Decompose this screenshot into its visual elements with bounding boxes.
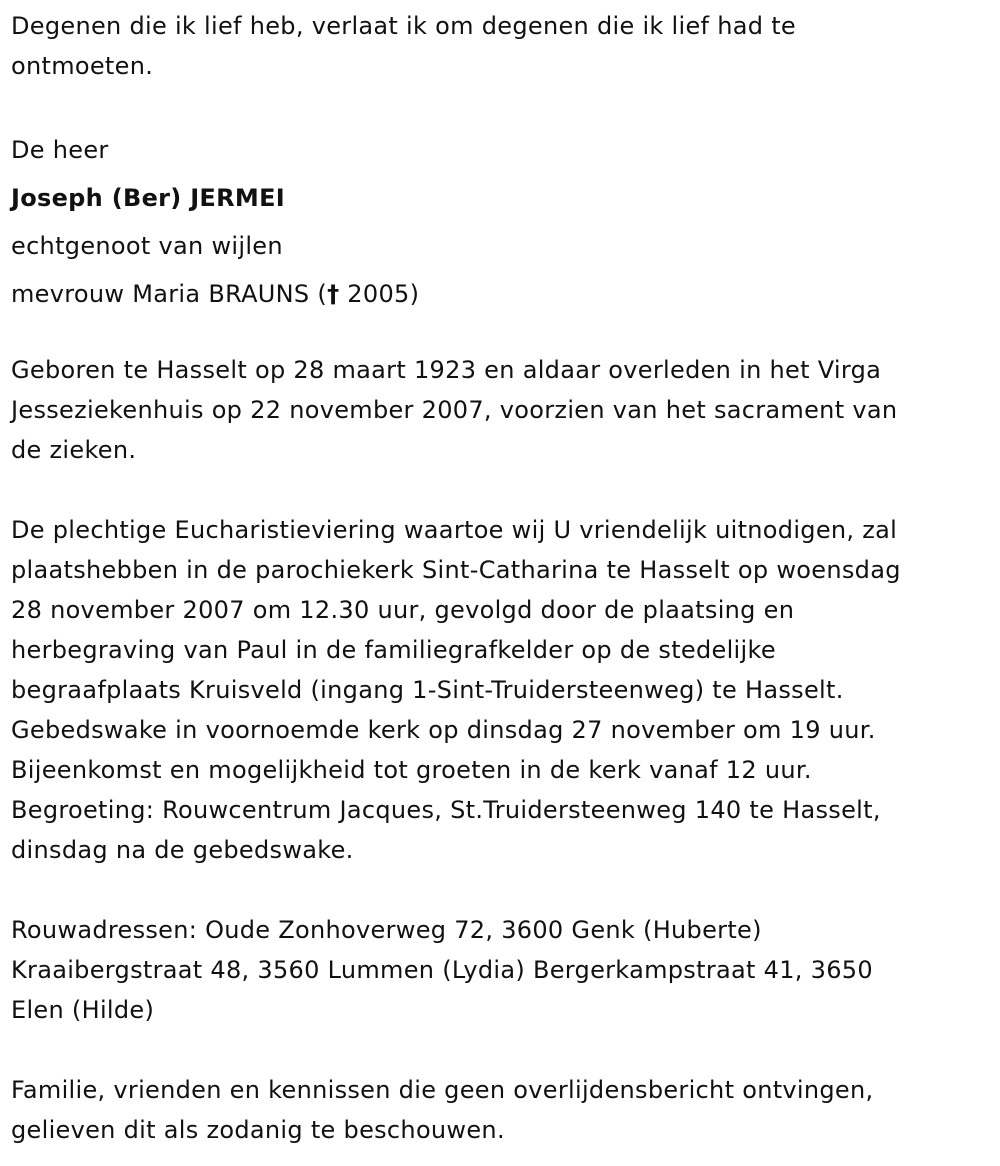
- addresses-paragraph: [11, 910, 873, 1030]
- service-line: herbegraving van Paul in de familiegrafkelder op de stedelijke: [11, 636, 776, 664]
- service-line: begraafplaats Kruisveld (ingang 1-Sint-Truidersteenweg) te Hasselt.: [11, 676, 844, 704]
- birth-death-paragraph: [11, 350, 897, 470]
- motto-line: ontmoeten.: [11, 52, 154, 80]
- spouse-line: [11, 270, 419, 318]
- service-line: 28 november 2007 om 12.30 uur, gevolgd door de plaatsing en: [11, 596, 795, 624]
- cross-icon: †: [327, 280, 340, 308]
- deceased-block: [11, 126, 419, 318]
- motto-paragraph: [11, 6, 796, 86]
- address-line: Rouwadressen: Oude Zonhoverweg 72, 3600 Genk (Huberte): [11, 916, 762, 944]
- motto-line: Degenen die ik lief heb, verlaat ik om degenen die ik lief had te: [11, 12, 796, 40]
- service-line: Gebedswake in voornoemde kerk op dinsdag 27 november om 19 uur.: [11, 716, 876, 744]
- spouse-suffix: 2005): [339, 280, 420, 308]
- born-line: Geboren te Hasselt op 28 maart 1923 en aldaar overleden in het Virga: [11, 356, 882, 384]
- closing-line: gelieven dit als zodanig te beschouwen.: [11, 1116, 505, 1144]
- closing-paragraph: [11, 1070, 873, 1150]
- deceased-name: Joseph (Ber) JERMEI: [11, 184, 286, 212]
- born-line: de zieken.: [11, 436, 137, 464]
- relation-text: echtgenoot van wijlen: [11, 232, 283, 260]
- service-line: plaatshebben in de parochiekerk Sint-Catharina te Hasselt op woensdag: [11, 556, 901, 584]
- closing-line: Familie, vrienden en kennissen die geen overlijdensbericht ontvingen,: [11, 1076, 874, 1104]
- service-paragraph: [11, 510, 901, 870]
- spouse-prefix: mevrouw Maria BRAUNS (: [11, 280, 328, 308]
- salutation: De heer: [11, 136, 109, 164]
- service-line: De plechtige Eucharistieviering waartoe wij U vriendelijk uitnodigen, zal: [11, 516, 898, 544]
- born-line: Jesseziekenhuis op 22 november 2007, voorzien van het sacrament van: [11, 396, 898, 424]
- address-line: Kraaibergstraat 48, 3560 Lummen (Lydia) Bergerkampstraat 41, 3650: [11, 956, 873, 984]
- service-line: dinsdag na de gebedswake.: [11, 836, 354, 864]
- service-line: Begroeting: Rouwcentrum Jacques, St.Truidersteenweg 140 te Hasselt,: [11, 796, 881, 824]
- address-line: Elen (Hilde): [11, 996, 155, 1024]
- service-line: Bijeenkomst en mogelijkheid tot groeten in de kerk vanaf 12 uur.: [11, 756, 812, 784]
